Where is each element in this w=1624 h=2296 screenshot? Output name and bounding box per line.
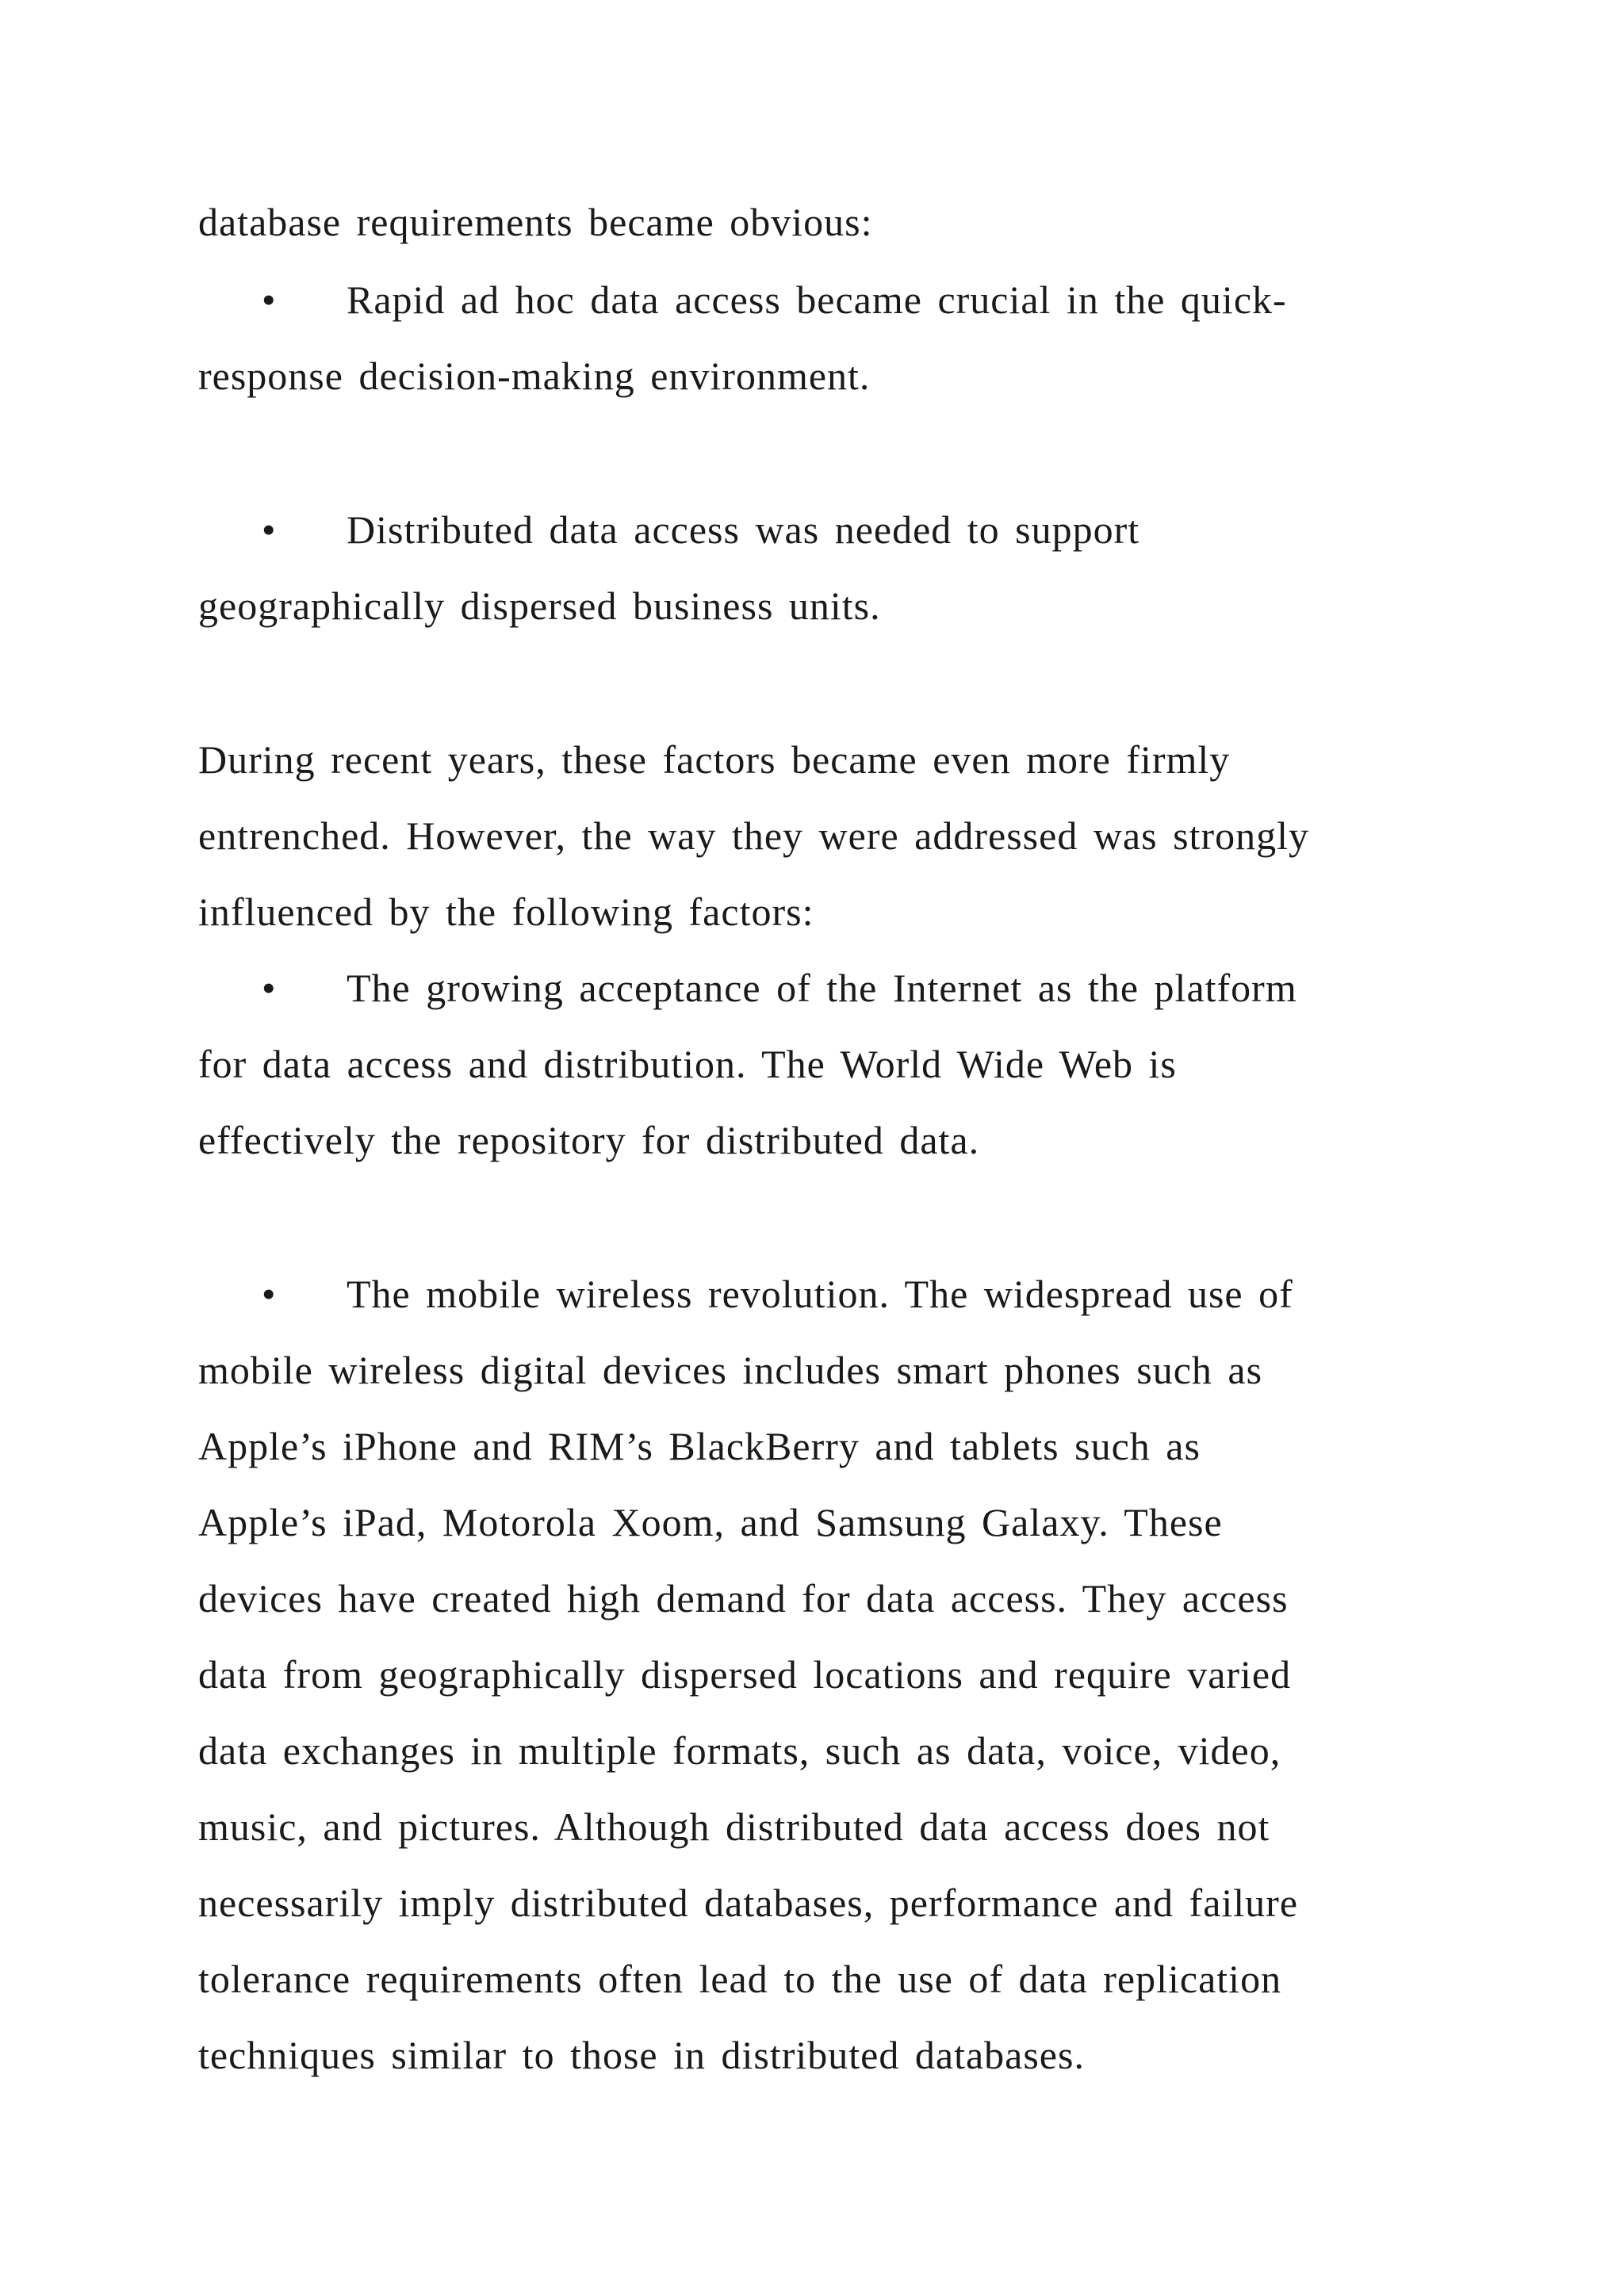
bullet-3-line-2: for data access and distribution. The World Wide Web is <box>198 1042 1177 1086</box>
bullet-3-line-3: effectively the repository for distributed data. <box>198 1118 980 1162</box>
bullet-marker: • <box>262 507 276 552</box>
bullet-4-line-9: necessarily imply distributed databases, performance and failure <box>198 1881 1299 1925</box>
paragraph-line-2: entrenched. However, the way they were addressed was strongly <box>198 813 1309 858</box>
bullet-4-line-5: devices have created high demand for data access. They access <box>198 1576 1289 1621</box>
bullet-2-line-1: Distributed data access was needed to support <box>347 507 1140 552</box>
bullet-4-line-7: data exchanges in multiple formats, such as data, voice, video, <box>198 1728 1281 1773</box>
bullet-1-line-2: response decision-making environment. <box>198 354 871 398</box>
bullet-marker: • <box>262 277 276 322</box>
bullet-4-line-10: tolerance requirements often lead to the use of data replication <box>198 1957 1282 2001</box>
bullet-4-line-3: Apple’s iPhone and RIM’s BlackBerry and tablets such as <box>198 1424 1201 1468</box>
bullet-marker: • <box>262 1272 276 1316</box>
bullet-4-line-11: techniques similar to those in distributed databases. <box>198 2033 1085 2077</box>
paragraph-line-3: influenced by the following factors: <box>198 890 814 934</box>
intro-line: database requirements became obvious: <box>198 200 873 244</box>
bullet-1-line-1: Rapid ad hoc data access became crucial in the quick- <box>347 277 1287 322</box>
paragraph-line-1: During recent years, these factors became even more firmly <box>198 737 1231 782</box>
bullet-4-line-4: Apple’s iPad, Motorola Xoom, and Samsung Galaxy. These <box>198 1500 1223 1544</box>
bullet-marker: • <box>262 966 276 1010</box>
bullet-3-line-1: The growing acceptance of the Internet as the platform <box>347 966 1297 1010</box>
bullet-4-line-8: music, and pictures. Although distributed data access does not <box>198 1804 1270 1849</box>
bullet-4-line-1: The mobile wireless revolution. The widespread use of <box>347 1272 1293 1316</box>
bullet-2-line-2: geographically dispersed business units. <box>198 584 881 628</box>
bullet-4-line-6: data from geographically dispersed locations and require varied <box>198 1652 1292 1697</box>
bullet-4-line-2: mobile wireless digital devices includes smart phones such as <box>198 1348 1263 1392</box>
